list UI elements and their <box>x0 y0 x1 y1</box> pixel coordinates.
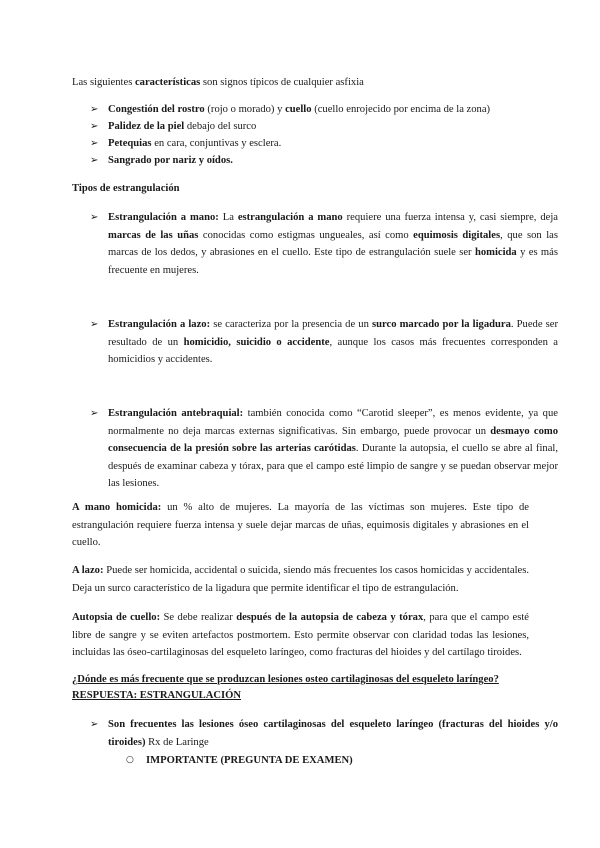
arrow-bullet-icon: ➢ <box>90 104 99 115</box>
sign-item-sangrado: ➢ Sangrado por nariz y oídos. <box>90 152 558 170</box>
arrow-bullet-icon: ➢ <box>90 319 99 330</box>
paragraph-a-lazo: A lazo: Puede ser homicida, accidental o suicida, siendo más frecuentes los casos homicidas y accidentales. Deja un surco característico de la ligadura que permite identificar el tipo de estrangulación. <box>72 565 529 594</box>
tipo-item-mano: ➢ Estrangulación a mano: La estrangulación a mano requiere una fuerza intensa y, casi siempre, deja marcas de las uñas conocidas como estigmas ungueales, así como equimosis digitales, que son las marcas de los dedos, y abrasiones en el cuello. Este tipo de estrangulación suele ser homicida y es más frecuente en mujeres. <box>90 209 558 279</box>
paragraph-mano-homicida: A mano homicida: un % alto de mujeres. La mayoría de las víctimas son mujeres. Este tipo de estrangulación requiere fuerza intensa y suele dejar marcas de uñas, equimosis digitales y abrasiones en el cuello. <box>72 502 530 548</box>
arrow-bullet-icon: ➢ <box>90 408 99 419</box>
circle-bullet-icon: ○ <box>126 755 134 765</box>
sign-item-palidez: ➢ Palidez de la piel debajo del surco <box>90 118 558 136</box>
exam-answer: RESPUESTA: ESTRANGULACIÓN <box>72 690 242 701</box>
sub-bullet-importante: ○ IMPORTANTE (PREGUNTA DE EXAMEN) <box>126 752 546 770</box>
exam-question: ¿Dónde es más frecuente que se produzcan lesiones osteo cartilaginosas del esqueleto laríngeo? <box>72 674 499 685</box>
arrow-bullet-icon: ➢ <box>90 121 99 132</box>
arrow-bullet-icon: ➢ <box>90 138 99 149</box>
arrow-bullet-icon: ➢ <box>90 719 99 730</box>
tipo-item-antebraquial: ➢ Estrangulación antebraquial: también conocida como “Carotid sleeper”, es menos evidente, ya que normalmente no deja marcas externas significativas. Sin embargo, puede provocar un desmayo como consecuencia de la presión sobre las arterias carótidas. Durante la autopsia, el cuello se abre al final, después de examinar cabeza y tórax, para que el campo esté limpio de sangre y se puedan observar mejor las lesiones. <box>90 405 558 493</box>
arrow-bullet-icon: ➢ <box>90 212 99 223</box>
tipo-item-lazo: ➢ Estrangulación a lazo: se caracteriza por la presencia de un surco marcado por la ligadura. Puede ser resultado de un homicidio, suicidio o accidente, aunque los casos más frecuentes corresponden a homicidios y accidentes. <box>90 316 558 369</box>
section-heading-tipos: Tipos de estrangulación <box>72 183 180 194</box>
sign-item-petequias: ➢ Petequias en cara, conjuntivas y esclera. <box>90 135 558 153</box>
final-bullet-lesiones: ➢ Son frecuentes las lesiones óseo cartilaginosas del esqueleto laríngeo (fracturas del hioides y/o tiroides) Rx de Laringe <box>90 716 558 751</box>
intro-paragraph: Las siguientes características son signos típicos de cualquier asfixia <box>72 77 364 88</box>
arrow-bullet-icon: ➢ <box>90 155 99 166</box>
paragraph-autopsia-cuello: Autopsia de cuello: Se debe realizar después de la autopsia de cabeza y tórax, para que el campo esté libre de sangre y se eviten artefactos postmortem. Esto permite observar con claridad todas las lesiones, incluidas las óseo-cartilaginosas del esqueleto laríngeo, como fracturas del hioides y del cartílago tiroides. <box>72 612 529 658</box>
sign-item-congestion: ➢ Congestión del rostro (rojo o morado) y cuello (cuello enrojecido por encima de la zona) <box>90 101 558 119</box>
